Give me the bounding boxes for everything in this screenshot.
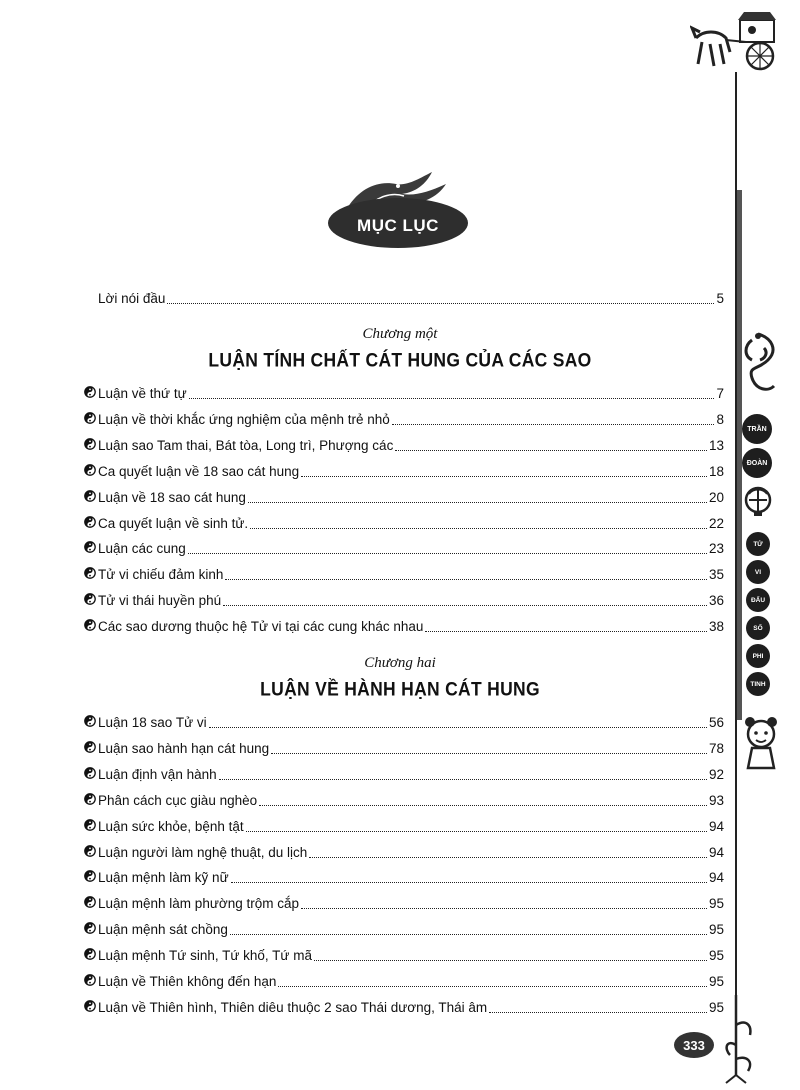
- toc-entry-label: Luận mệnh làm kỹ nữ: [98, 870, 229, 886]
- toc-entry-page: 35: [708, 567, 724, 583]
- yin-yang-icon: [84, 619, 98, 635]
- toc-entry: [84, 866, 724, 886]
- toc-entry-page: 5: [716, 291, 724, 306]
- toc-entry-page: 95: [708, 948, 724, 964]
- dot-leader: [231, 882, 707, 883]
- dot-leader: [278, 986, 707, 987]
- page-title: MỤC LỤC: [357, 216, 439, 235]
- yin-yang-icon: [84, 1000, 98, 1016]
- dot-leader: [392, 424, 715, 425]
- dot-leader: [489, 1012, 707, 1013]
- lantern-ornament-icon: [743, 484, 773, 518]
- toc-entry: [84, 563, 724, 583]
- badge-doan: ĐOÀN: [742, 448, 772, 478]
- toc-entry-label: Tử vi thái huyền phú: [98, 593, 222, 609]
- toc-entry: [84, 589, 724, 609]
- yin-yang-icon: [84, 541, 98, 557]
- toc-entry-page: 23: [708, 541, 724, 557]
- toc-entry: [84, 382, 724, 402]
- toc-entry-page: 95: [708, 896, 724, 912]
- toc-entry: [84, 711, 724, 731]
- toc-entry-page: 93: [708, 792, 724, 808]
- yin-yang-icon: [84, 845, 98, 861]
- yin-yang-icon: [84, 490, 98, 506]
- dot-leader: [225, 579, 707, 580]
- toc-entry-page: 22: [708, 515, 724, 531]
- toc-entry-page: 7: [716, 386, 724, 401]
- badge-series-tinh: TINH: [746, 672, 770, 696]
- yin-yang-icon: [84, 412, 98, 428]
- toc-entry-page: 78: [708, 740, 724, 756]
- toc-entry-page: 94: [708, 844, 724, 860]
- page-number-badge: 333: [674, 1032, 714, 1058]
- toc-entry: [84, 408, 724, 428]
- toc-entry: [84, 486, 724, 506]
- dot-leader: [250, 528, 707, 529]
- yin-yang-icon: [84, 922, 98, 938]
- toc-entry-page: 94: [708, 870, 724, 886]
- badge-series-dau: ĐẨU: [746, 588, 770, 612]
- toc-entry: [84, 892, 724, 912]
- toc-entry-page: 36: [708, 593, 724, 609]
- toc-entry-preface: [98, 287, 724, 307]
- horse-carriage-illustration: [690, 8, 790, 78]
- toc-entry-page: 13: [708, 437, 724, 453]
- chapter-title: LUẬN TÍNH CHẤT CÁT HUNG CỦA CÁC SAO: [208, 348, 592, 371]
- dot-leader: [167, 303, 714, 304]
- toc-entry-label: Luận về 18 sao cát hung: [98, 489, 246, 505]
- yin-yang-icon: [84, 819, 98, 835]
- toc-entry-label: Luận về thứ tự: [98, 386, 187, 401]
- badge-series-phi: PHI: [746, 644, 770, 668]
- toc-entry-label: Luận về thời khắc ứng nghiệm của mệnh trẻ nhỏ: [98, 411, 390, 427]
- dot-leader: [314, 960, 707, 961]
- dot-leader: [259, 805, 707, 806]
- toc-entry-page: 38: [708, 619, 724, 635]
- toc-entry-label: Tử vi chiếu đảm kinh: [98, 567, 224, 583]
- toc-entry: [84, 944, 724, 964]
- toc-entry: [84, 537, 724, 557]
- toc-entry: [84, 615, 724, 635]
- chapter-label: Chương hai: [364, 655, 436, 671]
- yin-yang-icon: [84, 793, 98, 809]
- dot-leader: [219, 779, 707, 780]
- toc-entry-label: Luận mệnh làm phường trộm cắp: [98, 896, 299, 912]
- toc-entry-label: Luận định vận hành: [98, 766, 217, 782]
- yin-yang-icon: [84, 896, 98, 912]
- yin-yang-icon: [84, 567, 98, 583]
- yin-yang-icon: [84, 464, 98, 480]
- toc-entry-label: Ca quyết luận về 18 sao cát hung: [98, 463, 300, 479]
- toc-entry-label: Luận sao Tam thai, Bát tòa, Long trì, Phượng các: [98, 437, 394, 453]
- toc-entry-page: 95: [708, 922, 724, 938]
- toc-entry: [84, 737, 724, 757]
- dot-leader: [271, 753, 707, 754]
- toc-entry-page: 56: [708, 715, 724, 730]
- toc-entry-label: Phân cách cục giàu nghèo: [98, 792, 258, 808]
- toc-entry-page: 18: [708, 463, 724, 479]
- toc-entry-label: Lời nói đầu: [98, 291, 166, 306]
- toc-entry-page: 8: [716, 411, 724, 427]
- dot-leader: [309, 857, 707, 858]
- toc-entry-page: 94: [708, 818, 724, 834]
- toc-entry: [84, 434, 724, 454]
- yin-yang-icon: [84, 870, 98, 886]
- toc-entry: [84, 970, 724, 990]
- yin-yang-icon: [84, 516, 98, 532]
- toc-entry-label: Ca quyết luận về sinh tử.: [98, 515, 249, 531]
- chapter-title: LUẬN VỀ HÀNH HẠN CÁT HUNG: [260, 677, 540, 700]
- toc-entry-label: Các sao dương thuộc hệ Tử vi tại các cung khác nhau: [98, 619, 424, 635]
- toc-entry-label: Luận sức khỏe, bệnh tật: [98, 818, 244, 834]
- toc-entry-page: 95: [708, 999, 724, 1015]
- dot-leader: [230, 934, 707, 935]
- decorative-border-bar: [737, 190, 742, 720]
- badge-tran: TRẦN: [742, 414, 772, 444]
- yin-yang-icon: [84, 438, 98, 454]
- toc-entry: [84, 918, 724, 938]
- toc-entry: [84, 460, 724, 480]
- dot-leader: [248, 502, 707, 503]
- dot-leader: [209, 727, 707, 728]
- yin-yang-icon: [84, 948, 98, 964]
- toc-entry: [84, 815, 724, 835]
- toc-entry: [84, 789, 724, 809]
- toc-entry-label: Luận về Thiên hình, Thiên diêu thuộc 2 sao Thái dương, Thái âm: [98, 999, 488, 1015]
- toc-entry: [84, 996, 724, 1016]
- toc-entry-page: 95: [708, 974, 724, 989]
- toc-entry-label: Luận về Thiên không đến hạn: [98, 974, 277, 989]
- toc-entry-label: Luận 18 sao Tử vi: [98, 715, 207, 730]
- plant-ornament-icon: [720, 995, 760, 1085]
- dot-leader: [189, 398, 715, 399]
- toc-entry-label: Luận mệnh Tứ sinh, Tứ khố, Tứ mã: [98, 948, 312, 964]
- dot-leader: [425, 631, 707, 632]
- dot-leader: [223, 605, 707, 606]
- toc-entry-page: 92: [708, 766, 724, 782]
- toc-entry-label: Luận các cung: [98, 541, 186, 557]
- table-of-contents-emblem: [324, 170, 474, 252]
- dot-leader: [301, 908, 707, 909]
- toc-entry-page: 20: [708, 489, 724, 505]
- badge-series-vi: VI: [746, 560, 770, 584]
- dot-leader: [395, 450, 707, 451]
- yin-yang-icon: [84, 715, 98, 731]
- toc-entry-label: Luận mệnh sát chồng: [98, 922, 228, 938]
- badge-series-so: SỐ: [746, 616, 770, 640]
- dot-leader: [188, 553, 707, 554]
- chapter-label: Chương một: [362, 326, 438, 342]
- child-figure-illustration: [740, 716, 782, 776]
- dot-leader: [301, 476, 707, 477]
- toc-entry: [84, 841, 724, 861]
- toc-entry: [84, 763, 724, 783]
- dot-leader: [246, 831, 707, 832]
- yin-yang-icon: [84, 386, 98, 402]
- yin-yang-icon: [84, 767, 98, 783]
- toc-entry: [84, 512, 724, 532]
- yin-yang-icon: [84, 741, 98, 757]
- toc-entry-label: Luận sao hành hạn cát hung: [98, 740, 270, 756]
- badge-series-tu: TỬ: [746, 532, 770, 556]
- yin-yang-icon: [84, 593, 98, 609]
- toc-entry-label: Luận người làm nghệ thuật, du lịch: [98, 844, 308, 860]
- yin-yang-icon: [84, 974, 98, 990]
